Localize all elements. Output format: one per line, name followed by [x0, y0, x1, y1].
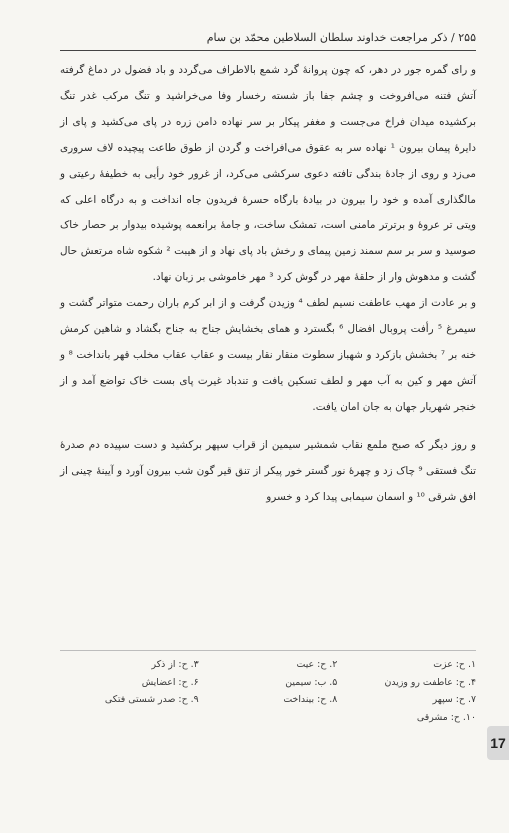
footnote: ۵. ب: سیمین — [285, 676, 338, 688]
paragraph-2: و بر عادت از مهب عاطفت نسیم لطف ⁴ وزیدن گرفت و از ابر کرم باران رحمت متواتر گشت و سیمرغ ⁵ رأفت پروبال افضال ⁶ بگسترد و همای بخشایش جناح به جناح بگشاد و شاهین کرمش خنه بر ⁷ بخشش بازکرد و شهباز سطوت منقار نقار بیست و عقاب عقاب مخلب قهر بانداخت ⁸ و آتش مهر و کین به آب مهر و لطف تسکین یافت و تندباد غیرت پای بست خاک تواضع آمد و از خنجر شهریار جهان به جان امان یافت. — [60, 297, 476, 413]
body-text — [60, 58, 476, 510]
paragraph-3: و روز دیگر که صبح ملمع نقاب شمشیر سیمین از قراب سپهر برکشید و دست سپیده دم صدرهٔ تنگ فستقی ⁹ چاک زد و چهرهٔ نور گستر خور پیکر از تنق قیر گون شب بیرون آورد و آیینهٔ چینی از افق شرقی ¹⁰ و اسمان سیمابی پیدا کرد و خسرو — [60, 438, 476, 503]
footnote: ۲. ح: عیت — [296, 659, 338, 670]
footnote — [60, 709, 199, 727]
paragraph-1: و رای گمره جور در دهر، که چون پروانهٔ گرد شمع بالاطراف می‌گردد و باد فضول در دماغ گرفته آتش فتنه می‌افروخت و چشم جفا باز شسته رخسار وفا می‌خراشید و تنگ مرکب غدر تنگ برکشیده میدان فراخ می‌جست و مغفر پیکار بر سر نهاده دامن زره در پای می‌کشید و پای از دایرهٔ پیمان بیرون ¹ نهاده سر به عقوق می‌افراخت و گردن از طوق طاعت پیچیده لاف سروری می‌زد و روی از جادهٔ بندگی تافته دعوی سرکشی می‌کرد، از غرور خود رأیی به خطیفهٔ رعیتی و مالگذاری آمده و خود را بیرون در بیادهٔ بارگاه حسرهٔ فریدون جاه انداخت و به درگاه اعلی که ویتی تر عروهٔ و برترتر مامنی است، تمشک ساخت، و جامهٔ برانعمه پوشیده بیدوار بر حصار خاک صوسید و سر بر سم سمند زمین پیمای و رخش باد پای نهاد و از هیبت ² شکوه شاه مرتعش حال گشت و مدهوش وار از حلقهٔ مهر در گوش کرد ³ مهر خاموشی بر زبان نهاد. — [60, 64, 477, 284]
footnote-row — [60, 691, 476, 709]
footnote: ۱۰. ح: مشرقی — [416, 711, 476, 723]
footnote: ۳. ح: از ذکر — [151, 659, 199, 670]
footnote-row — [60, 656, 476, 674]
running-header: ۲۵۵ / ذکر مراجعت خداوند سلطان السلاطین محمّد بن سام — [206, 31, 476, 44]
footnote: ۴. ح: عاطفت رو وزیدن — [384, 676, 476, 688]
header-rule — [60, 50, 476, 51]
footnotes — [60, 656, 476, 726]
footnote-separator — [60, 650, 476, 651]
footnote: ۹. ح: صدر شستی فتکی — [104, 694, 199, 705]
footnote — [199, 709, 338, 727]
page-thumb-tab: 17 — [487, 726, 509, 760]
footnote-row — [60, 674, 476, 692]
footnote: ۸. ح: بینداخت — [283, 694, 338, 705]
footnote: ۱. ح: عزت — [433, 659, 476, 670]
footnote: ۶. ح: اعضایش — [141, 676, 199, 688]
footnote: ۷. ح: سپهر — [432, 694, 476, 705]
footnote-row — [60, 709, 476, 727]
